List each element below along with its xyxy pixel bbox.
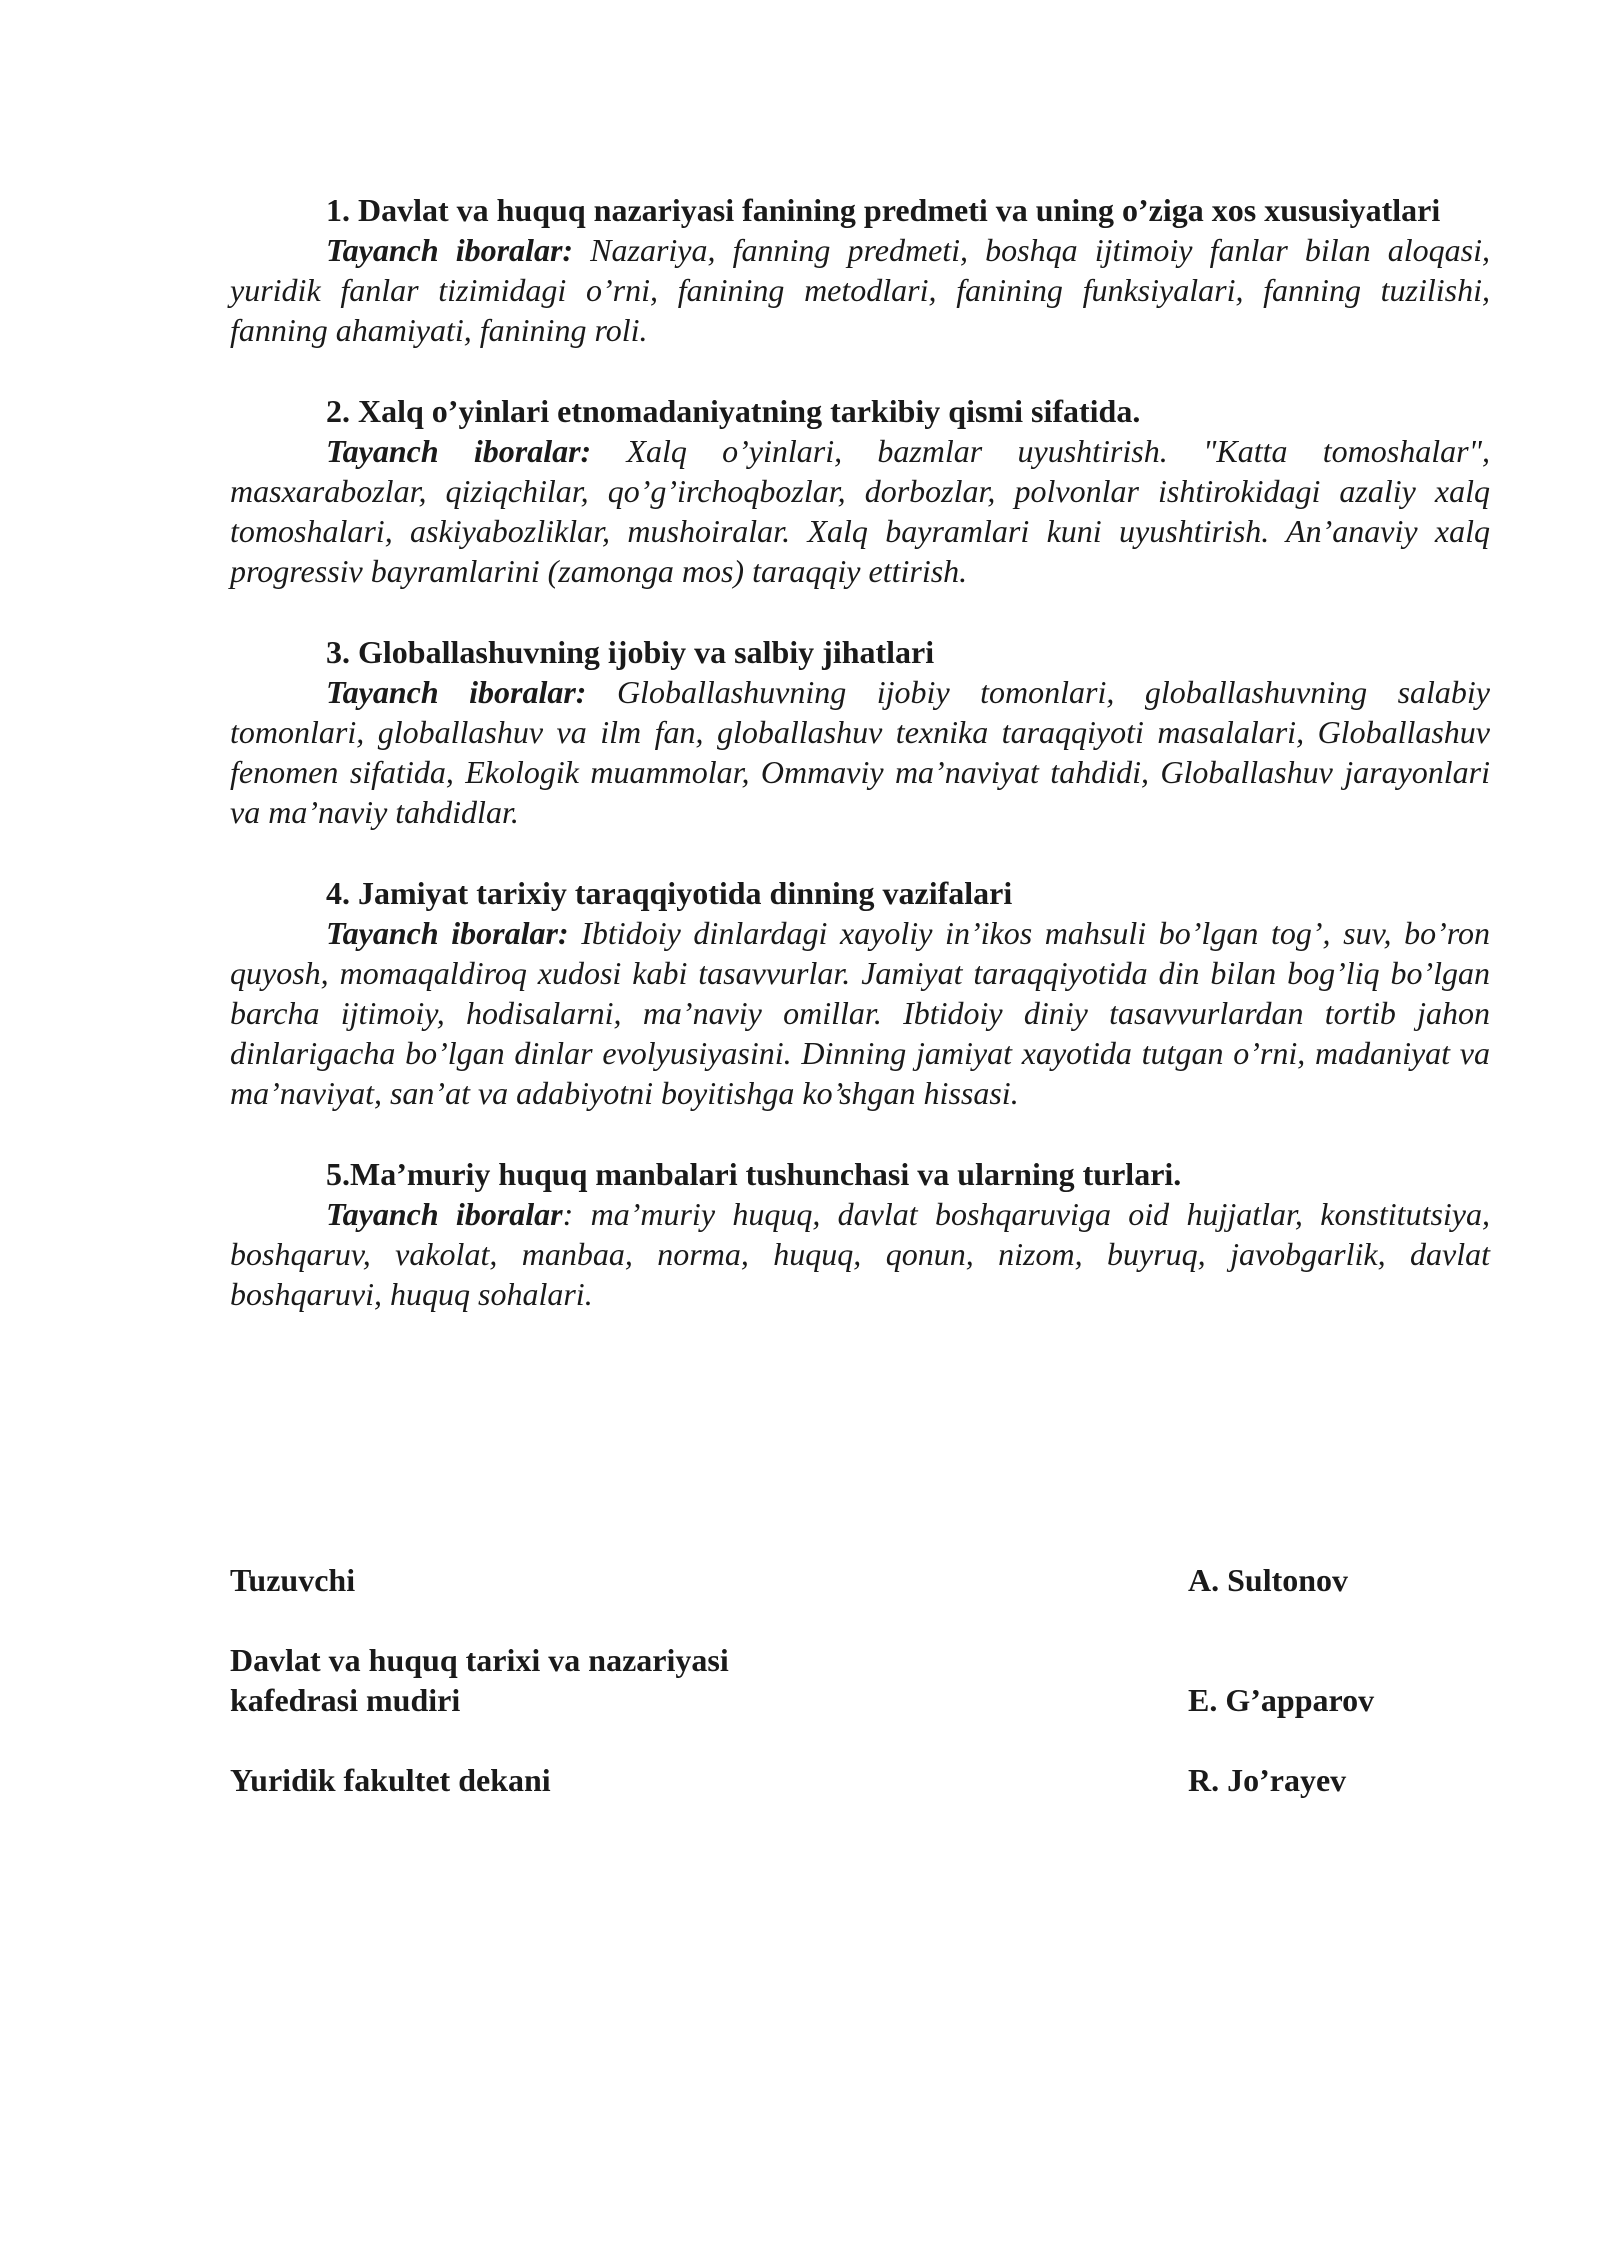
- signature-compiler: [230, 1560, 1490, 1600]
- topic-heading: 3. Globallashuvning ijobiy va salbiy jihatlari: [326, 634, 935, 670]
- keywords-text: Xalq o’yinlari, bazmlar uyushtirish. "Katta tomoshalar", masxarabozlar, qiziqchilar, qo’g’irchoqbozlar, dorbozlar, polvonlar ishtirokidagi azaliy xalq tomoshalari, askiyabozliklar, mushoiralar. Xalq bayramlari kuni uyushtirish. An’anaviy xalq progressiv bayramlarini (zamonga mos) taraqqiy ettirish.: [230, 433, 1491, 589]
- keywords-text: : ma’muriy huquq, davlat boshqaruviga oid hujjatlar, konstitutsiya, boshqaruv, vakolat, manbaa, norma, huquq, qonun, nizom, buyruq, javobgarlik, davlat boshqaruvi, huquq sohalari.: [230, 1196, 1491, 1312]
- keywords-label: Tayanch iboralar:: [326, 232, 574, 268]
- topic-heading: 4. Jamiyat tarixiy taraqqiyotida dinning vazifalari: [326, 875, 1013, 911]
- keywords-label: Tayanch iboralar:: [326, 674, 587, 710]
- head-role-line1: Davlat va huquq tarixi va nazariyasi: [230, 1642, 729, 1678]
- keywords-label: Tayanch iboralar:: [326, 915, 569, 951]
- topic-3: [230, 632, 1490, 832]
- keywords-text: Ibtidoiy dinlardagi xayoliy in’ikos mahsuli bo’lgan tog’, suv, bo’ron quyosh, momaqaldiroq xudosi kabi tasavvurlar. Jamiyat taraqqiyotida din bilan bog’liq bo’lgan barcha ijtimoiy, hodisalarni, ma’naviy omillar. Ibtidoiy diniy tasavvurlardan tortib jahon dinlarigacha bo’lgan dinlar evolyusiyasini. Dinning jamiyat xayotida tutgan o’rni, madaniyat va ma’naviyat, san’at va adabiyotni boyitishga ko’shgan hissasi.: [230, 915, 1491, 1111]
- topic-keywords: [230, 431, 1490, 591]
- compiler-name: A. Sultonov: [1188, 1562, 1349, 1598]
- signature-head-role-line1: [230, 1640, 1490, 1680]
- topic-keywords: [230, 672, 1490, 832]
- topic-keywords: [230, 1194, 1490, 1314]
- keywords-label: Tayanch iboralar: [326, 1196, 563, 1232]
- signature-head: [230, 1680, 1490, 1720]
- keywords-label: Tayanch iboralar:: [326, 433, 592, 469]
- document-body: [230, 190, 1490, 1355]
- topic-2: [230, 391, 1490, 591]
- signature-dean: [230, 1760, 1490, 1800]
- keywords-text: Nazariya, fanning predmeti, boshqa ijtimoiy fanlar bilan aloqasi, yuridik fanlar tizimidagi o’rni, fanining metodlari, fanining funksiyalari, fanning tuzilishi, fanning ahamiyati, fanining roli.: [230, 232, 1491, 348]
- dean-name: R. Jo’rayev: [1188, 1762, 1347, 1798]
- topic-heading: 2. Xalq o’yinlari etnomadaniyatning tarkibiy qismi sifatida.: [326, 393, 1141, 429]
- head-name: E. G’apparov: [1188, 1682, 1375, 1718]
- signature-block: [230, 1560, 1490, 1800]
- topic-5: [230, 1154, 1490, 1314]
- topic-1: [230, 190, 1490, 350]
- topic-heading: 1. Davlat va huquq nazariyasi fanining predmeti va uning o’ziga xos xususiyatlari: [326, 192, 1441, 228]
- head-role-line2: kafedrasi mudiri: [230, 1682, 461, 1718]
- topic-4: [230, 873, 1490, 1113]
- topic-heading: 5.Ma’muriy huquq manbalari tushunchasi va ularning turlari.: [326, 1156, 1182, 1192]
- keywords-text: Globallashuvning ijobiy tomonlari, globallashuvning salabiy tomonlari, globallashuv va ilm fan, globallashuv texnika taraqqiyoti masalalari, Globallashuv fenomen sifatida, Ekologik muammolar, Ommaviy ma’naviyat tahdidi, Globallashuv jarayonlari va ma’naviy tahdidlar.: [230, 674, 1491, 830]
- dean-role: Yuridik fakultet dekani: [230, 1762, 551, 1798]
- compiler-role: Tuzuvchi: [230, 1562, 356, 1598]
- topic-keywords: [230, 913, 1490, 1113]
- topic-keywords: [230, 230, 1490, 350]
